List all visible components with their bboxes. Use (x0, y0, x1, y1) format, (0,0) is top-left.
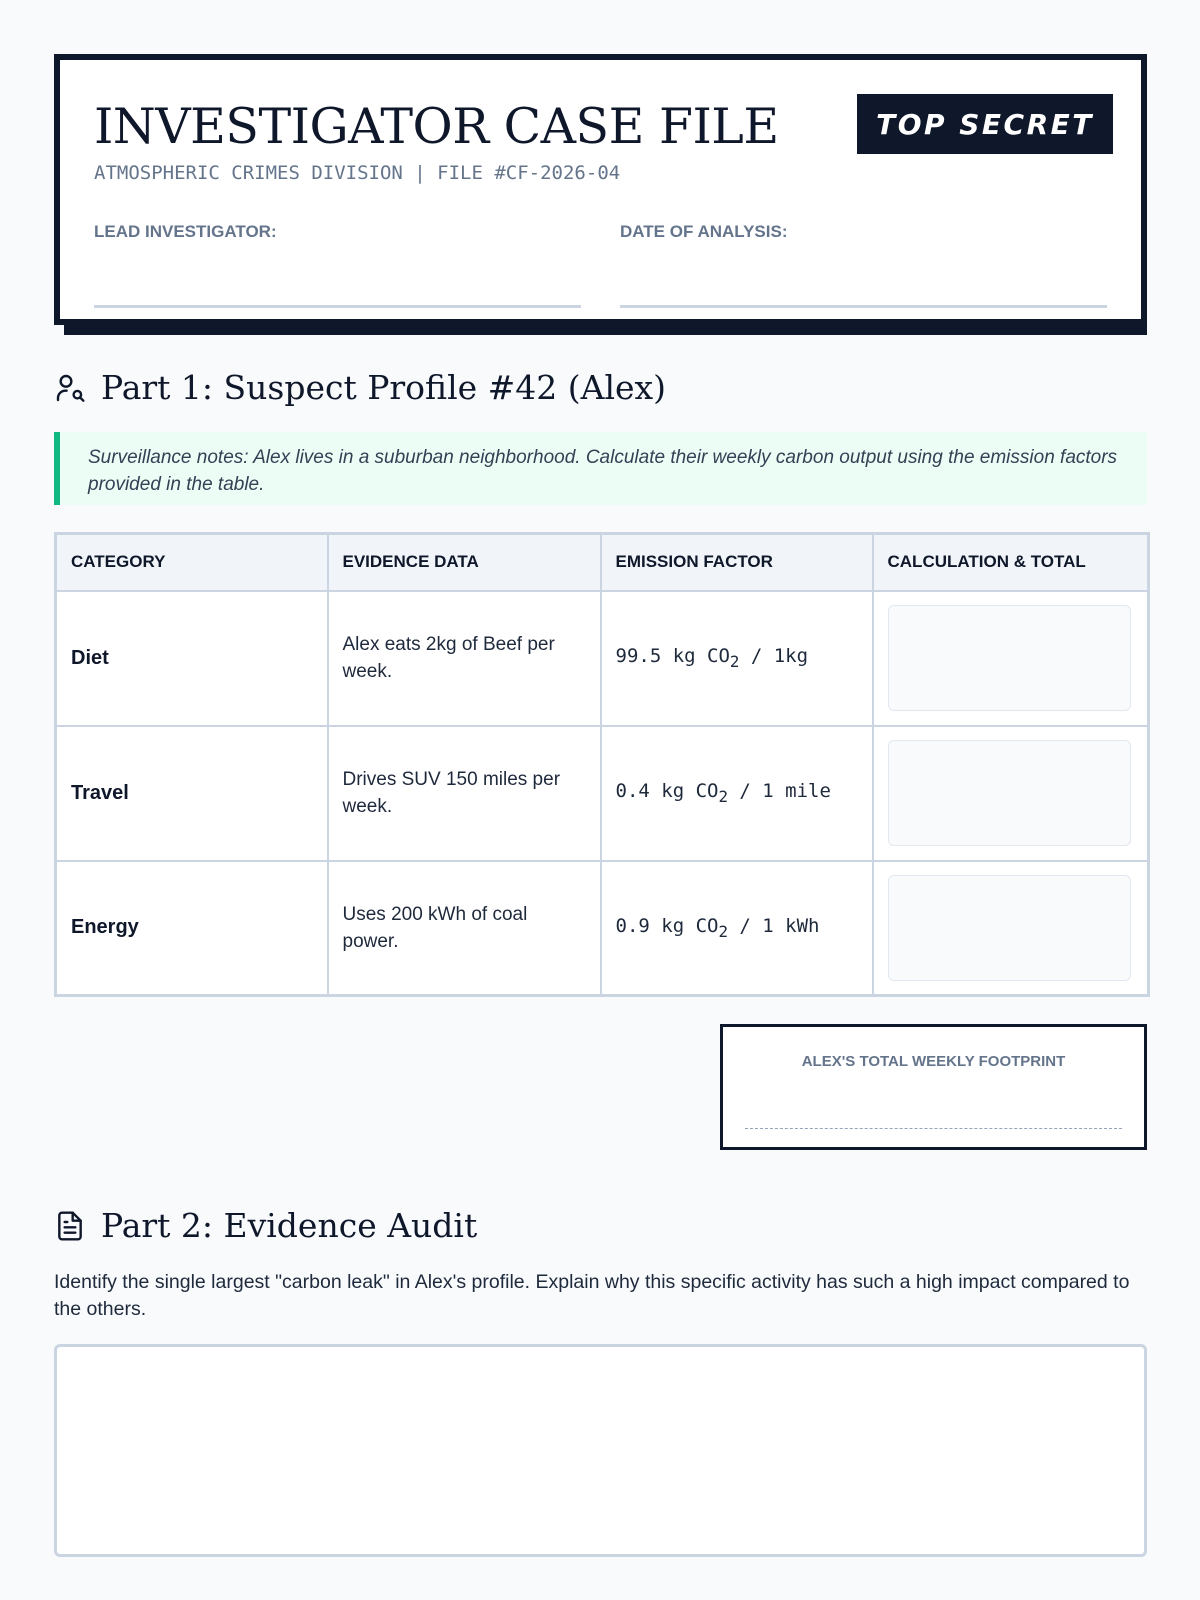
part2-heading-text: Part 2: Evidence Audit (101, 1206, 478, 1245)
part1-heading (54, 368, 666, 407)
row-category: Diet (56, 591, 328, 726)
header-category: CATEGORY (56, 534, 328, 591)
factor-prefix: 0.4 kg CO (615, 780, 719, 803)
calculation-input[interactable] (888, 740, 1131, 846)
factor-suffix: / 1 kWh (727, 914, 820, 937)
factor-subscript: 2 (718, 921, 728, 941)
total-footprint-input[interactable] (745, 1128, 1122, 1129)
user-search-icon (54, 372, 86, 404)
surveillance-note: Surveillance notes: Alex lives in a suburban neighborhood. Calculate their weekly carbon output using the emission factors provided in the table. (54, 432, 1147, 505)
row-evidence: Alex eats 2kg of Beef per week. (328, 591, 601, 726)
audit-prompt: Identify the single largest "carbon leak" in Alex's profile. Explain why this specific activity has such a high impact compared to the others. (54, 1271, 1130, 1320)
total-footprint-box (720, 1024, 1147, 1150)
table-row (56, 861, 1149, 996)
table-header-row (56, 534, 1149, 591)
row-evidence: Drives SUV 150 miles per week. (328, 726, 601, 861)
total-footprint-label: ALEX'S TOTAL WEEKLY FOOTPRINT (801, 1053, 1066, 1070)
factor-subscript: 2 (718, 786, 728, 806)
case-file-header (54, 54, 1147, 335)
row-calculation-cell (873, 861, 1149, 996)
header-calculation: CALCULATION & TOTAL (873, 534, 1149, 591)
row-calculation-cell (873, 591, 1149, 726)
factor-suffix: / 1 mile (727, 780, 831, 803)
row-factor (601, 591, 873, 726)
table-row (56, 591, 1149, 726)
factor-suffix: / 1kg (739, 645, 809, 668)
lead-investigator-input[interactable] (94, 270, 581, 308)
date-of-analysis-field (620, 222, 1107, 308)
lead-investigator-label: LEAD INVESTIGATOR: (94, 222, 277, 241)
page-title: INVESTIGATOR CASE FILE (94, 98, 779, 155)
row-category: Travel (56, 726, 328, 861)
top-secret-badge: TOP SECRET (857, 94, 1113, 154)
part1-heading-text: Part 1: Suspect Profile #42 (Alex) (101, 368, 667, 407)
header-card (54, 54, 1147, 325)
factor-prefix: 0.9 kg CO (615, 914, 719, 937)
lead-investigator-field (94, 222, 581, 308)
part2-heading (54, 1206, 477, 1245)
calculation-input[interactable] (888, 605, 1131, 711)
table-row (56, 726, 1149, 861)
row-category: Energy (56, 861, 328, 996)
row-factor (601, 861, 873, 996)
header-evidence: EVIDENCE DATA (328, 534, 601, 591)
date-of-analysis-input[interactable] (620, 270, 1107, 308)
factor-prefix: 99.5 kg CO (615, 645, 730, 668)
row-calculation-cell (873, 726, 1149, 861)
header-factor: EMISSION FACTOR (601, 534, 873, 591)
document-icon (54, 1210, 86, 1242)
evidence-table (54, 532, 1150, 997)
audit-answer-input[interactable] (54, 1344, 1147, 1557)
calculation-input[interactable] (888, 875, 1131, 981)
factor-subscript: 2 (729, 651, 740, 671)
row-evidence: Uses 200 kWh of coal power. (328, 861, 601, 996)
page-subtitle: ATMOSPHERIC CRIMES DIVISION | FILE #CF-2026-04 (94, 162, 621, 184)
date-of-analysis-label: DATE OF ANALYSIS: (620, 222, 788, 241)
row-factor (601, 726, 873, 861)
